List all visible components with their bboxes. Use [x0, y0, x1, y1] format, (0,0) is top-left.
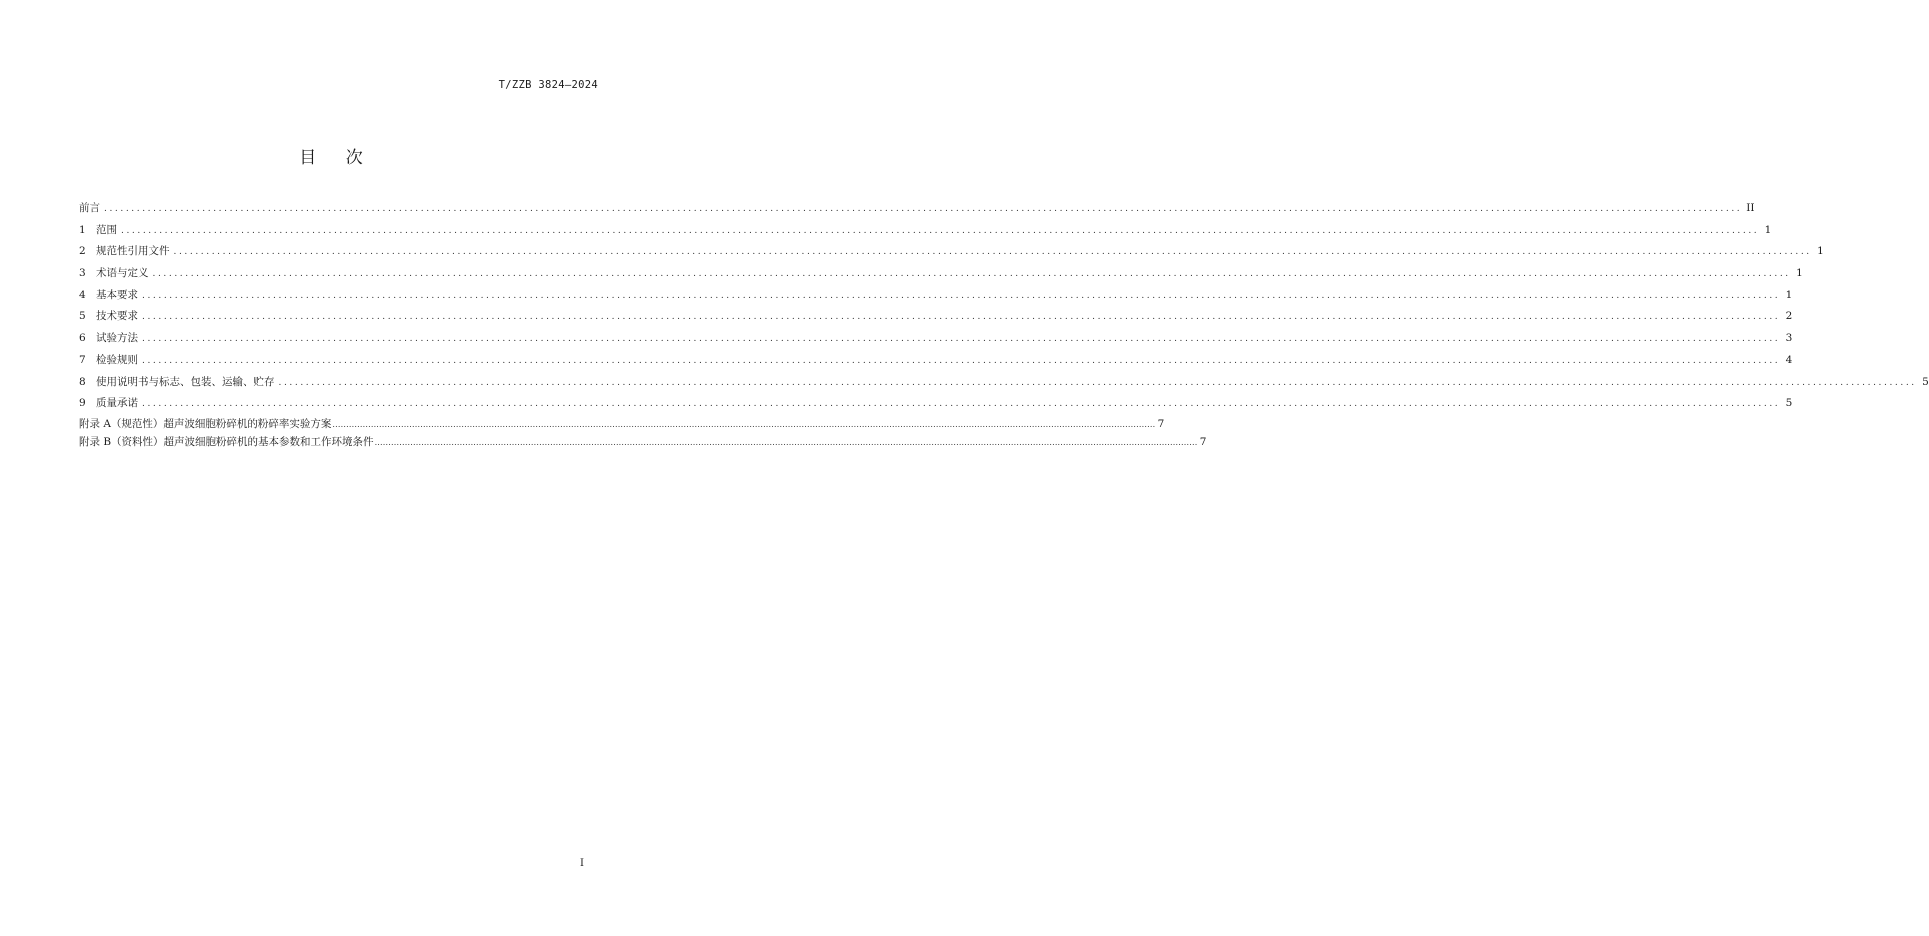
toc-entry-annex-b[interactable] — [79, 433, 1207, 451]
toc-entry-page: 1 — [1817, 245, 1824, 258]
page-number: I — [580, 858, 584, 869]
toc-leader: ............................................................................................................................................................................................................................................................................................................ — [104, 204, 1743, 214]
toc-entry-page: 4 — [1785, 353, 1793, 366]
toc-entry-label: 使用说明书与标志、包装、运输、贮存 — [96, 375, 275, 388]
toc-leader: ............................................................................................................................................................................................................................................................................................................ — [142, 399, 1781, 410]
toc-entry-annex-a[interactable] — [79, 415, 1165, 433]
toc-annex-label: 附录 B（资料性）超声波细胞粉碎机的基本参数和工作环境条件 — [79, 435, 374, 448]
toc-entry-1[interactable] — [79, 220, 1772, 242]
toc-leader: ............................................................................................................................................................................................................................................................................................................ — [332, 419, 1156, 429]
toc-entry-number: 8 — [79, 375, 86, 388]
toc-entry-number: 4 — [79, 288, 86, 301]
toc-entry-number: 5 — [79, 310, 86, 323]
toc-leader: ............................................................................................................................................................................................................................................................................................................ — [142, 312, 1781, 323]
toc-entry-number: 3 — [79, 267, 86, 280]
toc-entry-page: 5 — [1922, 375, 1929, 388]
toc-entry-label: 范围 — [96, 223, 117, 236]
toc-leader: ............................................................................................................................................................................................................................................................................................................ — [173, 247, 1812, 258]
toc-entry-page: 1 — [1796, 267, 1803, 280]
toc-entry-page: 3 — [1785, 332, 1793, 345]
toc-entry-label: 试验方法 — [96, 332, 138, 345]
toc-entry-6[interactable] — [79, 328, 1793, 350]
toc-entry-label: 质量承诺 — [96, 397, 138, 410]
toc-entry-foreword[interactable] — [79, 198, 1755, 220]
toc-entry-3[interactable] — [79, 263, 1803, 285]
toc-entry-number: 2 — [79, 245, 86, 258]
toc-leader: ............................................................................................................................................................................................................................................................................................................ — [374, 437, 1198, 447]
toc-entry-number: 7 — [79, 353, 86, 366]
toc-entry-label: 规范性引用文件 — [96, 245, 170, 258]
toc-leader: ............................................................................................................................................................................................................................................................................................................ — [152, 269, 1791, 280]
toc-entry-label: 基本要求 — [96, 288, 138, 301]
toc-entry-page: 1 — [1785, 288, 1793, 301]
table-of-contents — [79, 198, 1929, 451]
toc-leader: ............................................................................................................................................................................................................................................................................................................ — [278, 377, 1917, 388]
toc-annex-label: 附录 A（规范性）超声波细胞粉碎机的粉碎率实验方案 — [79, 417, 332, 430]
toc-entry-page: II — [1746, 202, 1755, 214]
toc-annex-page: 7 — [1157, 417, 1165, 430]
toc-leader: ............................................................................................................................................................................................................................................................................................................ — [121, 225, 1760, 236]
toc-entry-label: 检验规则 — [96, 353, 138, 366]
toc-entry-page: 2 — [1785, 310, 1793, 323]
toc-leader: ............................................................................................................................................................................................................................................................................................................ — [142, 290, 1781, 301]
toc-entry-7[interactable] — [79, 350, 1793, 372]
toc-entry-5[interactable] — [79, 306, 1793, 328]
toc-entry-page: 1 — [1764, 223, 1772, 236]
toc-entry-label: 术语与定义 — [96, 267, 149, 280]
toc-entry-label: 前言 — [79, 202, 100, 214]
toc-entry-number: 9 — [79, 397, 86, 410]
toc-entry-8[interactable] — [79, 372, 1929, 394]
toc-annex-page: 7 — [1199, 435, 1207, 448]
toc-leader: ............................................................................................................................................................................................................................................................................................................ — [142, 355, 1781, 366]
toc-entry-4[interactable] — [79, 285, 1793, 307]
toc-entry-number: 6 — [79, 332, 86, 345]
toc-entry-page: 5 — [1785, 397, 1793, 410]
standard-code: T/ZZB 3824—2024 — [498, 79, 598, 91]
toc-entry-9[interactable] — [79, 393, 1793, 415]
toc-entry-2[interactable] — [79, 241, 1824, 263]
page-title: 目 次 — [299, 148, 375, 168]
toc-leader: ............................................................................................................................................................................................................................................................................................................ — [142, 334, 1781, 345]
toc-entry-label: 技术要求 — [96, 310, 138, 323]
toc-entry-number: 1 — [79, 223, 86, 236]
